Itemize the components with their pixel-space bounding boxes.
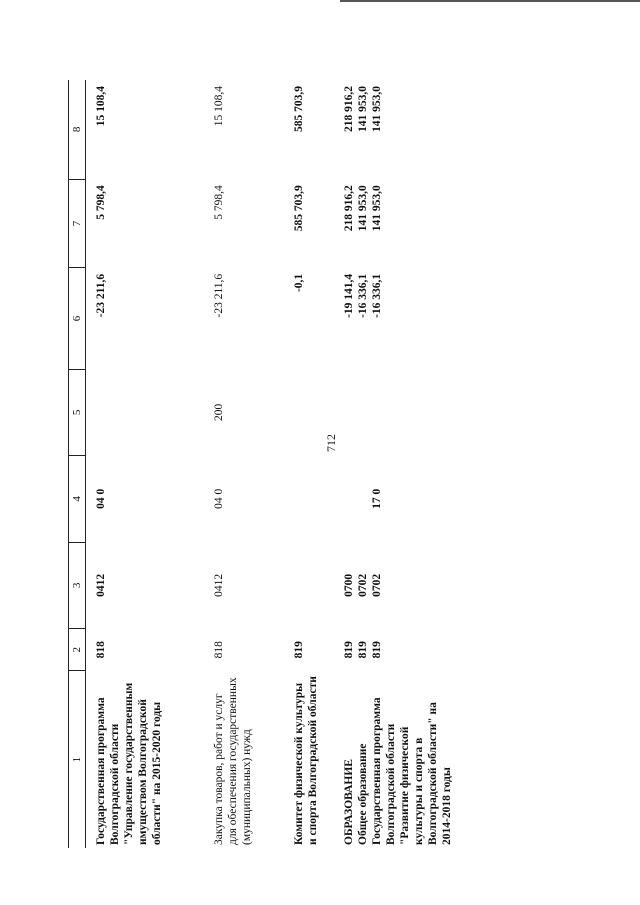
cell-sum-1: 141 953,0 bbox=[356, 185, 369, 232]
table-row bbox=[370, 80, 454, 848]
cell-sum-1: 5 798,4 bbox=[212, 185, 225, 220]
cell-expense-type bbox=[284, 369, 334, 456]
row-name: ОБРАЗОВАНИЕ bbox=[342, 759, 355, 845]
cell-sum-1: 218 916,2 bbox=[342, 185, 355, 232]
cell-section: 0412 bbox=[212, 573, 225, 597]
cell-sum-2: 141 953,0 bbox=[370, 86, 383, 132]
cell-target bbox=[334, 456, 356, 543]
cell-expense-type: 200 bbox=[212, 403, 225, 421]
rotated-page-content bbox=[68, 80, 630, 848]
budget-table bbox=[68, 80, 454, 848]
cell-change: -16 336,1 bbox=[356, 273, 369, 318]
column-header: 5 bbox=[69, 369, 86, 456]
cell-section: 0412 bbox=[95, 573, 107, 597]
column-header: 7 bbox=[69, 179, 86, 268]
cell-sum-2: 15 108,4 bbox=[95, 86, 107, 127]
column-header: 2 bbox=[69, 629, 86, 671]
cell-admin-code: 819 bbox=[370, 641, 383, 659]
cell-change: -23 211,6 bbox=[95, 273, 107, 318]
row-name: Государственная программа Волгоградской области "Развитие физической культуры и спорта в Волгоградской области" на 2014-2018 годы bbox=[370, 697, 453, 845]
cell-target bbox=[284, 456, 334, 543]
row-name: Общее образование bbox=[356, 743, 369, 845]
cell-change: -16 336,1 bbox=[370, 273, 383, 318]
header-row bbox=[69, 80, 86, 848]
cell-sum-2: 141 953,0 bbox=[356, 86, 369, 132]
cell-sum-1: 141 953,0 bbox=[370, 185, 383, 232]
table-row bbox=[204, 80, 284, 848]
cell-change: -23 211,6 bbox=[212, 273, 225, 318]
cell-expense-type bbox=[356, 369, 370, 456]
cell-sum-1: 5 798,4 bbox=[95, 185, 107, 220]
cell-target: 17 0 bbox=[370, 488, 383, 509]
cell-section: 0702 bbox=[356, 573, 369, 597]
column-header: 1 bbox=[69, 671, 86, 848]
cell-target: 04 0 bbox=[95, 488, 107, 509]
cell-sum-2: 15 108,4 bbox=[212, 86, 225, 127]
cell-change: -0,1 bbox=[292, 273, 305, 293]
cell-target: 04 0 bbox=[212, 488, 225, 509]
cell-section: 0702 bbox=[370, 573, 383, 597]
column-header: 3 bbox=[69, 542, 86, 629]
column-header: 4 bbox=[69, 456, 86, 543]
page-number: 712 bbox=[324, 434, 338, 452]
table-row bbox=[284, 80, 334, 848]
cell-sum-2: 218 916,2 bbox=[342, 86, 355, 132]
cell-admin-code: 818 bbox=[212, 641, 225, 659]
row-name: Закупка товаров, работ и услуг для обеспечения государственных (муниципальных) нужд bbox=[212, 677, 253, 845]
cell-section: 0700 bbox=[342, 573, 355, 597]
row-name: Государственная программа Волгоградской области "Управление государственным имуществом Волгоградской области" на 2015-2020 годы bbox=[95, 682, 164, 845]
cell-admin-code: 819 bbox=[342, 641, 355, 659]
cell-sum-1: 585 703,9 bbox=[292, 185, 305, 232]
cell-admin-code: 819 bbox=[356, 641, 369, 659]
cell-sum-2: 585 703,9 bbox=[292, 86, 305, 132]
column-header: 6 bbox=[69, 268, 86, 369]
table-row bbox=[334, 80, 356, 848]
cell-expense-type bbox=[86, 369, 204, 456]
table-row bbox=[356, 80, 370, 848]
cell-section bbox=[284, 542, 334, 629]
table-row bbox=[86, 80, 204, 848]
cell-expense-type bbox=[370, 369, 454, 456]
cell-target bbox=[356, 456, 370, 543]
cell-expense-type bbox=[334, 369, 356, 456]
top-edge-line bbox=[340, 0, 640, 2]
row-name: Комитет физической культуры и спорта Волгоградской области bbox=[292, 676, 319, 845]
cell-admin-code: 818 bbox=[95, 641, 107, 659]
column-header: 8 bbox=[69, 80, 86, 179]
cell-change: -19 141,4 bbox=[342, 273, 355, 318]
cell-admin-code: 819 bbox=[292, 641, 305, 659]
